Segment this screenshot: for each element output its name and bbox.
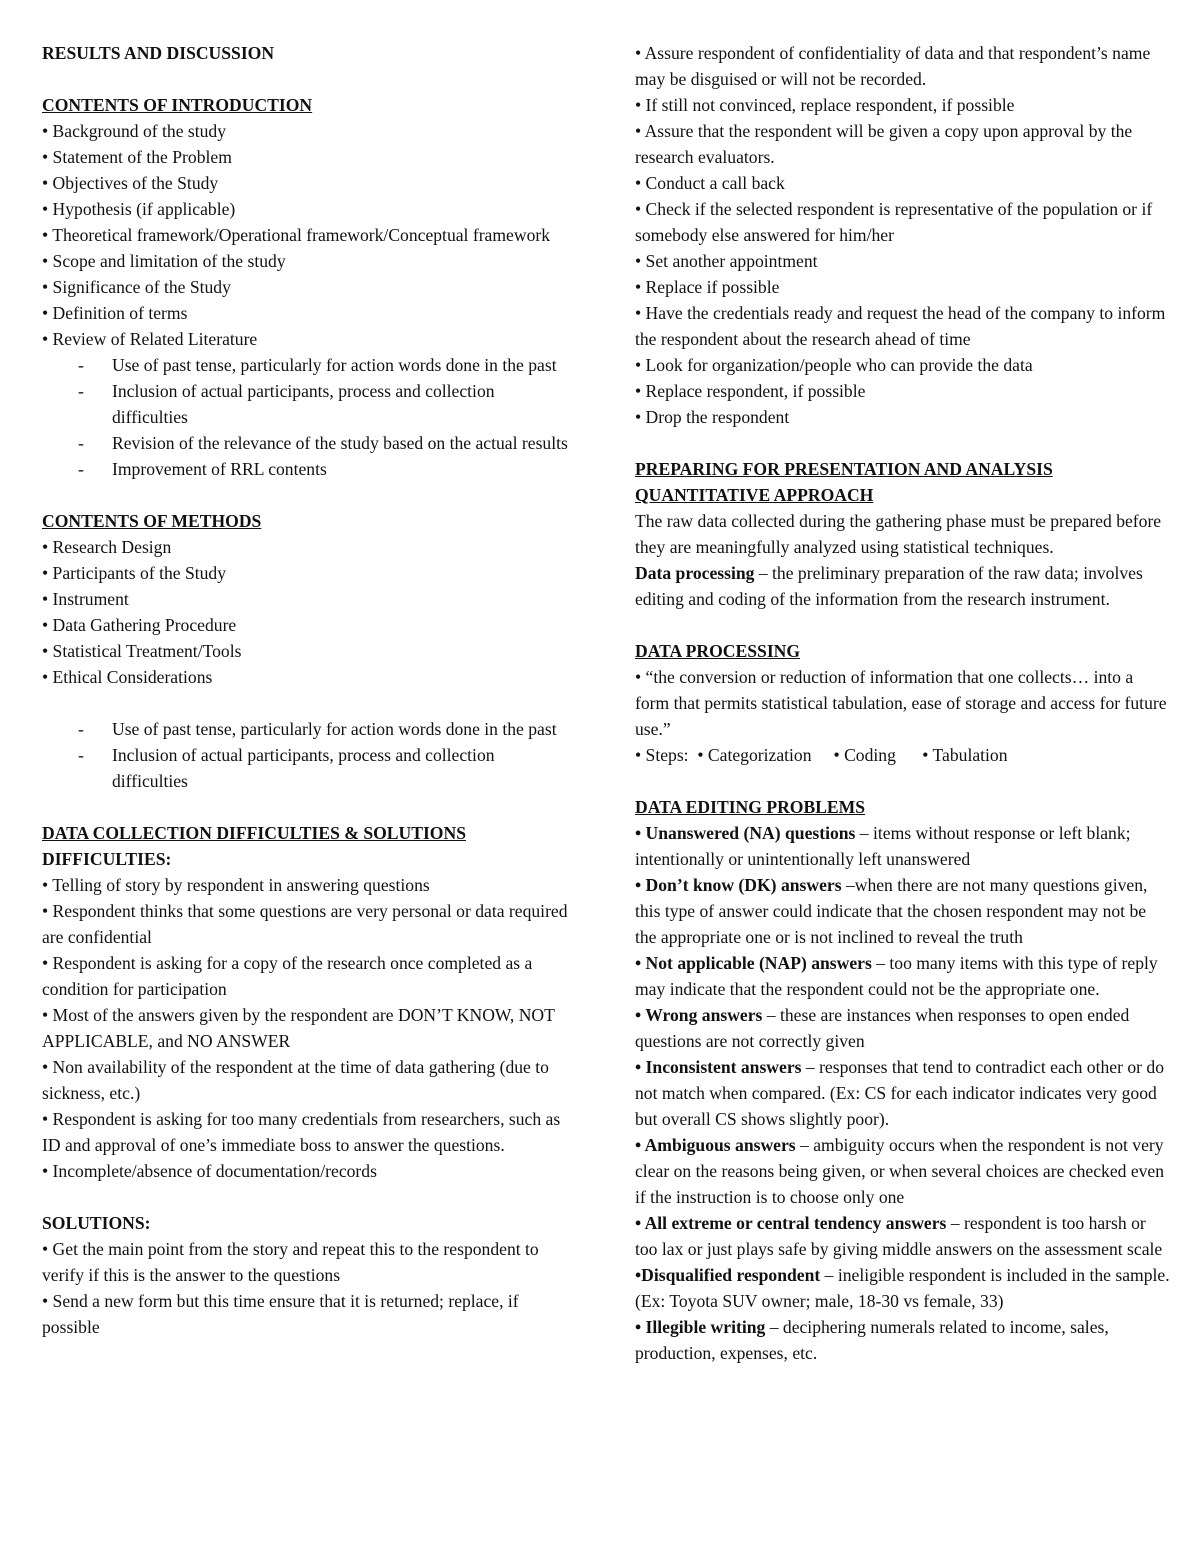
editing-problem-item xyxy=(635,1262,1170,1314)
list-item: • Statistical Treatment/Tools xyxy=(42,641,242,661)
list-item: • Drop the respondent xyxy=(635,407,790,427)
list-item: • Look for organization/people who can provide the data xyxy=(635,355,1033,375)
list-item: • Respondent is asking for too many credentials from researchers, such as ID and approval of one’s immediate boss to answer the questions. xyxy=(42,1109,561,1155)
list-item: • Review of Related Literature xyxy=(42,329,258,349)
left-column xyxy=(42,40,572,1340)
problem-text: – these are instances when responses to open ended questions are not correctly given xyxy=(635,1005,1130,1051)
sub-list-item: - Revision of the relevance of the study based on the actual results xyxy=(42,430,572,456)
problem-text: – items without response or left blank; intentionally or unintentionally left unanswered xyxy=(635,823,1131,869)
right-column xyxy=(635,40,1170,1366)
editing-problem-item xyxy=(635,1132,1170,1210)
steps-line xyxy=(635,742,1170,768)
step-item: • Coding xyxy=(833,745,896,765)
list-item: • Conduct a call back xyxy=(635,173,785,193)
list-item: • Send a new form but this time ensure that it is returned; replace, if possible xyxy=(42,1291,519,1337)
problem-term: • Ambiguous answers xyxy=(635,1135,796,1155)
problem-term: • All extreme or central tendency answers xyxy=(635,1213,947,1233)
problem-term: • Don’t know (DK) answers xyxy=(635,875,842,895)
sub-list-item: - Use of past tense, particularly for action words done in the past xyxy=(42,716,572,742)
steps-label: • Steps: xyxy=(635,745,689,765)
list-item: • Instrument xyxy=(42,589,129,609)
sub-list-item: - Inclusion of actual participants, process and collection difficulties xyxy=(42,378,572,430)
list-item: • Replace if possible xyxy=(635,277,780,297)
problem-text: – ambiguity occurs when the respondent is not very clear on the reasons being given, or when several choices are checked even if the instruction is to choose only one xyxy=(635,1135,1165,1207)
step-item: • Categorization xyxy=(697,745,812,765)
list-item: • Research Design xyxy=(42,537,172,557)
list-item: • Hypothesis (if applicable) xyxy=(42,199,236,219)
preparing-paragraph: The raw data collected during the gathering phase must be prepared before they are meaningfully analyzed using statistical techniques. xyxy=(635,511,1162,557)
list-item: • Most of the answers given by the respondent are DON’T KNOW, NOT APPLICABLE, and NO ANSWER xyxy=(42,1005,555,1051)
list-item: • Objectives of the Study xyxy=(42,173,219,193)
sub-list-item: - Inclusion of actual participants, process and collection difficulties xyxy=(42,742,572,794)
problem-text: –when there are not many questions given, this type of answer could indicate that the chosen respondent may not be the appropriate one or is not inclined to reveal the truth xyxy=(635,875,1148,947)
list-item: • Have the credentials ready and request the head of the company to inform the respondent about the research ahead of time xyxy=(635,303,1166,349)
methods-heading: CONTENTS OF METHODS xyxy=(42,511,262,531)
definition-text: – the preliminary preparation of the raw data; involves editing and coding of the information from the research instrument. xyxy=(635,563,1143,609)
sub-list-item: - Use of past tense, particularly for action words done in the past xyxy=(42,352,572,378)
sub-list-item: - Improvement of RRL contents xyxy=(42,456,572,482)
problem-term: • Inconsistent answers xyxy=(635,1057,802,1077)
problem-term: • Not applicable (NAP) answers xyxy=(635,953,872,973)
data-processing-heading: DATA PROCESSING xyxy=(635,641,801,661)
editing-problem-item xyxy=(635,1054,1170,1132)
list-item: • Scope and limitation of the study xyxy=(42,251,286,271)
problem-text: – too many items with this type of reply may indicate that the respondent could not be the appropriate one. xyxy=(635,953,1158,999)
list-item: • Check if the selected respondent is representative of the population or if somebody else answered for him/her xyxy=(635,199,1153,245)
list-item: • Telling of story by respondent in answering questions xyxy=(42,875,430,895)
list-item: • Statement of the Problem xyxy=(42,147,232,167)
list-item: • Data Gathering Procedure xyxy=(42,615,237,635)
problem-term: • Wrong answers xyxy=(635,1005,763,1025)
difficulties-heading: DATA COLLECTION DIFFICULTIES & SOLUTIONS xyxy=(42,823,466,843)
editing-problem-item xyxy=(635,1314,1170,1366)
list-item: • Definition of terms xyxy=(42,303,188,323)
list-item: • Significance of the Study xyxy=(42,277,231,297)
introduction-heading: CONTENTS OF INTRODUCTION xyxy=(42,95,313,115)
list-item: • Set another appointment xyxy=(635,251,818,271)
list-item: • Background of the study xyxy=(42,121,227,141)
solutions-heading: SOLUTIONS: xyxy=(42,1213,151,1233)
definition-term: Data processing xyxy=(635,563,755,583)
list-item: • Respondent thinks that some questions are very personal or data required are confidential xyxy=(42,901,568,947)
list-item: • Incomplete/absence of documentation/records xyxy=(42,1161,377,1181)
problem-text: – respondent is too harsh or too lax or just plays safe by giving middle answers on the assessment scale xyxy=(635,1213,1163,1259)
document-title: RESULTS AND DISCUSSION xyxy=(42,43,275,63)
problem-text: – deciphering numerals related to income, sales, production, expenses, etc. xyxy=(635,1317,1109,1363)
list-item: • Assure that the respondent will be given a copy upon approval by the research evaluators. xyxy=(635,121,1133,167)
problem-term: •Disqualified respondent xyxy=(635,1265,821,1285)
problem-text: – ineligible respondent is included in the sample. (Ex: Toyota SUV owner; male, 18-30 vs female, 33) xyxy=(635,1265,1170,1311)
editing-problem-item xyxy=(635,1002,1170,1054)
list-item: • Non availability of the respondent at the time of data gathering (due to sickness, etc.) xyxy=(42,1057,549,1103)
problem-term: • Unanswered (NA) questions xyxy=(635,823,856,843)
problem-text: – responses that tend to contradict each other or do not match when compared. (Ex: CS for each indicator indicates very good but overall CS shows slightly poor). xyxy=(635,1057,1164,1129)
editing-problem-item xyxy=(635,1210,1170,1262)
list-item: • Ethical Considerations xyxy=(42,667,213,687)
list-item: • Respondent is asking for a copy of the research once completed as a condition for participation xyxy=(42,953,533,999)
quantitative-heading: QUANTITATIVE APPROACH xyxy=(635,485,874,505)
list-item: • Get the main point from the story and repeat this to the respondent to verify if this is the answer to the questions xyxy=(42,1239,539,1285)
list-item: • If still not convinced, replace respondent, if possible xyxy=(635,95,1015,115)
list-item: • Theoretical framework/Operational framework/Conceptual framework xyxy=(42,225,551,245)
data-processing-definition xyxy=(635,560,1170,612)
editing-problem-item xyxy=(635,820,1170,872)
data-processing-quote: • “the conversion or reduction of information that one collects… into a form that permits statistical tabulation, ease of storage and access for future use.” xyxy=(635,667,1167,739)
list-item: • Assure respondent of confidentiality of data and that respondent’s name may be disguised or will not be recorded. xyxy=(635,43,1151,89)
list-item: • Participants of the Study xyxy=(42,563,227,583)
problem-term: • Illegible writing xyxy=(635,1317,766,1337)
step-item: • Tabulation xyxy=(922,745,1008,765)
data-editing-heading: DATA EDITING PROBLEMS xyxy=(635,797,866,817)
editing-problem-item xyxy=(635,950,1170,1002)
editing-problem-item xyxy=(635,872,1170,950)
difficulties-subheading: DIFFICULTIES: xyxy=(42,849,172,869)
list-item: • Replace respondent, if possible xyxy=(635,381,866,401)
preparing-heading: PREPARING FOR PRESENTATION AND ANALYSIS xyxy=(635,459,1053,479)
